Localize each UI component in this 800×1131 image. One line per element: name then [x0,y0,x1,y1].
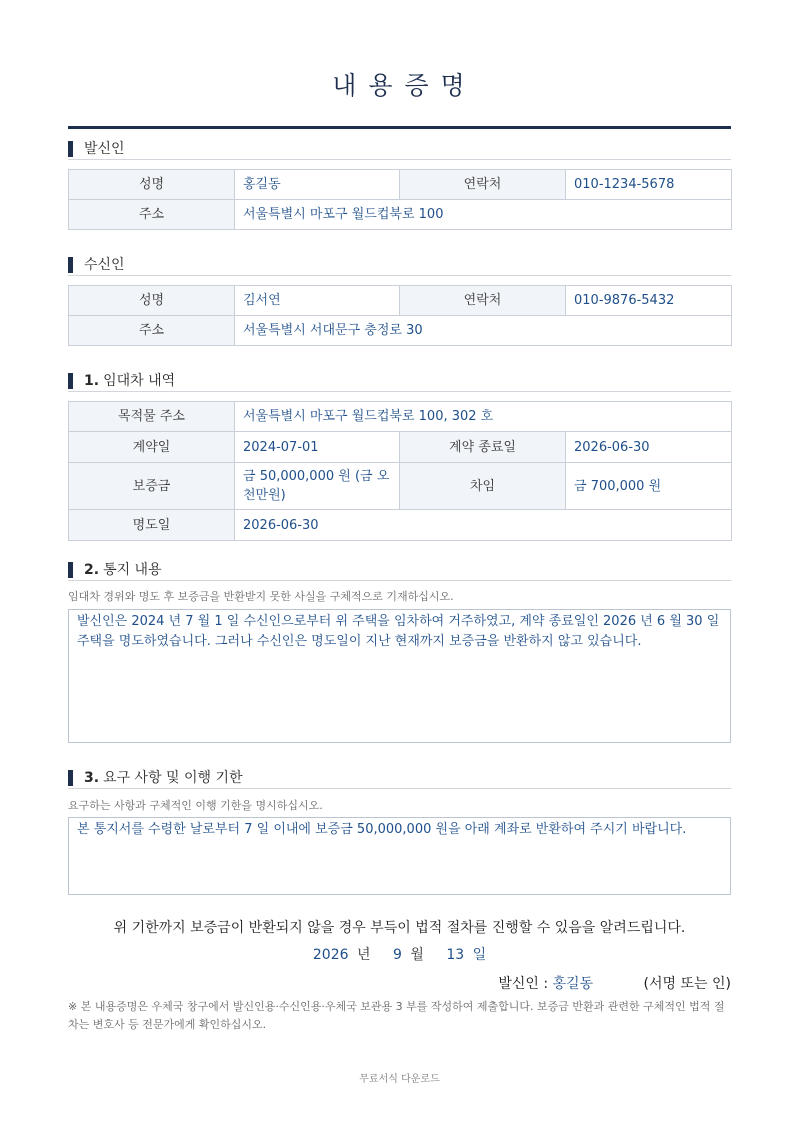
lease-section-number: 1. [84,373,100,389]
notice-heading-label: 통지 내용 [103,562,162,578]
signature-note: (서명 또는 인) [643,976,731,992]
heading-marker [68,141,73,157]
sender-address-label: 주소 [69,200,235,230]
recipient-name-field[interactable]: 김서연 [235,286,400,316]
lease-heading-text [84,373,175,389]
notice-hint: 임대차 경위와 명도 후 보증금을 반환받지 못한 사실을 구체적으로 기재하십시오. [68,590,454,603]
contract-end-date-field[interactable]: 2026-06-30 [566,432,732,463]
recipient-name-label: 성명 [69,286,235,316]
recipient-table [68,285,732,346]
recipient-address-label: 주소 [69,316,235,346]
heading-marker [68,373,73,389]
recipient-section-heading [68,257,731,276]
deposit-field[interactable]: 금 50,000,000 원 (금 오천만원) [235,463,400,510]
sender-section-heading [68,141,731,160]
lease-section-heading [68,373,731,392]
lease-table [68,401,732,541]
notice-content-textarea[interactable]: 발신인은 2024 년 7 월 1 일 수신인으로부터 위 주택을 임차하여 거주하였고, 계약 종료일인 2026 년 6 월 30 일 주택을 명도하였습니다. 그러나 수신인은 명도일이 지난 현재까지 보증금을 반환하지 않고 있습니다. [68,609,731,743]
heading-marker [68,257,73,273]
footer-link[interactable]: 무료서식 다운로드 [359,1074,440,1085]
heading-marker [68,562,73,578]
handover-date-field[interactable]: 2026-06-30 [235,510,732,541]
date-day[interactable]: 13 [446,947,465,963]
signature-name[interactable]: 홍길동 [552,976,594,992]
rent-label: 차임 [400,463,566,510]
recipient-contact-field[interactable]: 010-9876-5432 [566,286,732,316]
demand-section-number: 3. [84,770,100,786]
sender-table [68,169,732,230]
contract-date-label: 계약일 [69,432,235,463]
deposit-label: 보증금 [69,463,235,510]
notice-section-number: 2. [84,562,100,578]
recipient-contact-label: 연락처 [400,286,566,316]
document-title: 내 용 증 명 [332,71,467,100]
rent-field[interactable]: 금 700,000 원 [566,463,732,510]
date-month-unit: 월 [410,947,424,963]
sender-name-label: 성명 [69,170,235,200]
date-month[interactable]: 9 [392,947,402,963]
recipient-heading-text: 수신인 [84,257,125,273]
demand-content-textarea[interactable]: 본 통지서를 수령한 날로부터 7 일 이내에 보증금 50,000,000 원을 아래 계좌로 반환하여 주시기 바랍니다. [68,817,731,895]
handover-date-label: 명도일 [69,510,235,541]
recipient-address-field[interactable]: 서울특별시 서대문구 충정로 30 [235,316,732,346]
notice-section-heading [68,562,731,581]
date-day-unit: 일 [472,947,487,963]
date-year[interactable]: 2026 [312,947,349,963]
contract-date-field[interactable]: 2024-07-01 [235,432,400,463]
demand-heading-label: 요구 사항 및 이행 기한 [103,770,243,786]
date-year-unit: 년 [356,947,371,963]
demand-heading-text [84,770,243,786]
sender-contact-label: 연락처 [400,170,566,200]
demand-hint: 요구하는 사항과 구체적인 이행 기한을 명시하십시오. [68,799,323,812]
signature-line [498,973,731,993]
closing-statement: 위 기한까지 보증금이 반환되지 않을 경우 부득이 법적 절차를 진행할 수 있음을 알려드립니다. [113,920,686,936]
property-address-field[interactable]: 서울특별시 마포구 월드컵북로 100, 302 호 [235,402,732,432]
sender-name-field[interactable]: 홍길동 [235,170,400,200]
contract-end-date-label: 계약 종료일 [400,432,566,463]
heading-marker [68,770,73,786]
notice-heading-text [84,562,162,578]
sender-heading-text: 발신인 [84,141,125,157]
title-divider [68,126,731,129]
signature-label: 발신인 : [498,976,549,992]
footnote: ※ 본 내용증명은 우체국 창구에서 발신인용·수신인용·우체국 보관용 3 부를 작성하여 제출합니다. 보증금 반환과 관련한 구체적인 법적 절차는 변호사 등 전문가에게 확인하십시오. [68,1000,725,1031]
date-line [68,944,731,964]
sender-address-field[interactable]: 서울특별시 마포구 월드컵북로 100 [235,200,732,230]
property-address-label: 목적물 주소 [69,402,235,432]
sender-contact-field[interactable]: 010-1234-5678 [566,170,732,200]
lease-heading-label: 임대차 내역 [103,373,176,389]
demand-section-heading [68,770,731,789]
